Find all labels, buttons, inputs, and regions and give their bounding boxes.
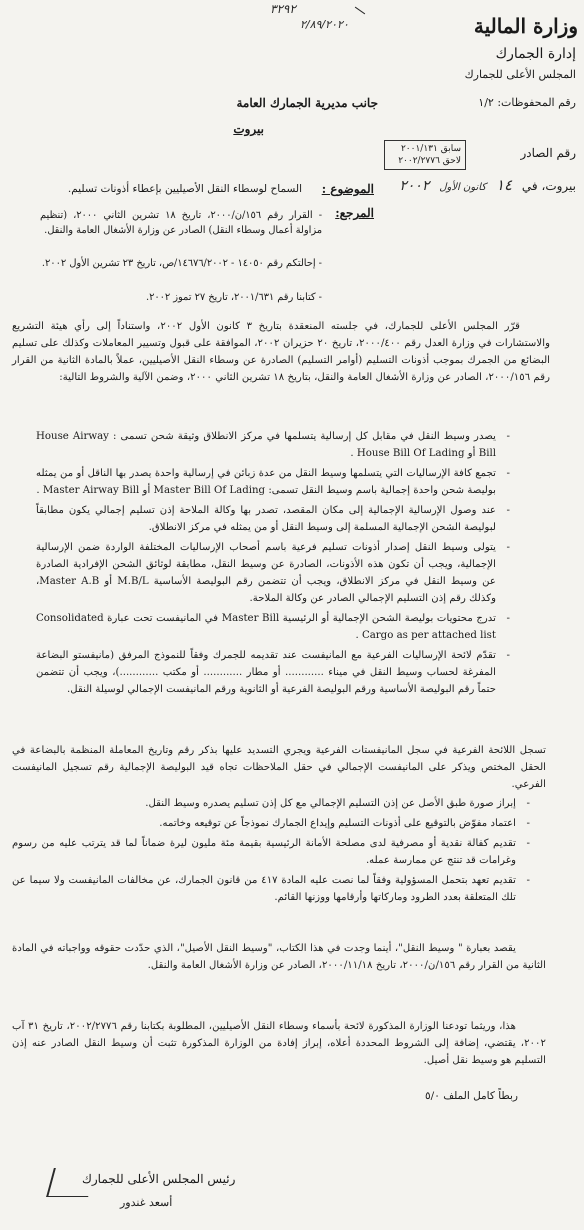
date-row [399, 176, 576, 194]
reference-item-3: - كتابنا رقم ٢٠٠١/٦٣١، تاريخ ٢٧ تموز ٢٠٠٢. [145, 292, 322, 303]
condition-item: - تقدّم لائحة الإرساليات الفرعية مع المانيفست عند تقديمه للجمرك وفقاً للنموذج المرفق (مانيفستو البضاعة المفرغة لحساب وسيط النقل في ميناء ............ أو مطار ............ أو مكتب ............)، ويجب أن تتضمن حتماً رقم البوليصة الأساسية ورقم البوليصة الفرعية أو الثانوية ورقم المانيفست الإجمالي لوسيلة النقل. [36, 647, 512, 698]
recipient-line: جانب مديرية الجمارك العامة [236, 96, 378, 110]
date-year: ٢٠٠٢ [399, 178, 430, 194]
date-month: كانون الأول [439, 182, 487, 193]
signature-title: رئيس المجلس الأعلى للجمارك [82, 1172, 236, 1186]
enclosure-note: ربطاً كامل الملف ٥/٠ [425, 1090, 518, 1102]
letterhead-department: إدارة الجمارك [495, 46, 576, 62]
intro-paragraph: قرّر المجلس الأعلى للجمارك، في جلسته المنعقدة بتاريخ ٣ كانون الأول ٢٠٠٢، واستناداً إلى رأي هيئة التشريع والاستشارات في وزارة العدل رقم ٢٠٠٠/٤٠٠، تاريخ ٢٠ حزيران ٢٠٠٢، الموافقة على قبول وتسيير المعاملات وكذلك على تسليم البضائع من الجمرك بموجب أذونات التسليم (أوامر التسليم) الصادرة عن وسطاء النقل الأصيليين، عملاً بالمادة الثانية من القرار رقم ٢٠٠٠/١٥٦، الصادر عن وزارة الأشغال العامة والنقل، بتاريخ ١٨ تشرين الثاني ٢٠٠٠، وضمن الآلية والشروط التالية: [12, 321, 550, 383]
letterhead-council: المجلس الأعلى للجمارك [464, 68, 576, 81]
handwritten-note-1: ٣٢٩٢ [270, 2, 296, 16]
register-paragraph: تسجل اللائحة الفرعية في سجل المانيفستات الفرعية ويجري التسديد عليها بذكر رقم وتاريخ المعاملة المنظمة بالبضاعة في الحقل المختص ويذكر على المانيفست الإجمالي في حقل الملاحظات تجاه قيد البوليصة الإجمالية رقم تسجيل المانيفست الفرعي. [12, 745, 546, 790]
condition-item: - تجمع كافة الإرساليات التي يتسلمها وسيط النقل من عدة زبائن في إرسالية واحدة يصدر بها الناقل أو من يمثله بوليصة شحن واحدة إجمالية باسم وسيط النقل تسمى: Master Bill Of Lading أو Master Airway Bill . [36, 465, 512, 499]
obligation-item: - تقديم تعهد بتحمل المسؤولية وفقاً لما نصت عليه المادة ٤١٧ من قانون الجمارك، عن مخالفات المانيفست ولا سيما عن تلك المتعلقة بعدد الطرود وماركاتها وأرقامها ووزنها القائم. [12, 872, 532, 906]
recipient-city: بيروت [233, 122, 264, 136]
handwritten-note-2: ٢/٨٩/٢٠٢٠ [300, 18, 349, 31]
reference-item-1: - القرار رقم ١٥٦/ن/٢٠٠٠، تاريخ ١٨ تشرين الثاني ٢٠٠٠، (تنظيم مزاولة أعمال وسطاء النقل) الصادر عن وزارة الأشغال العامة والنقل. [40, 210, 323, 236]
subject-text: السماح لوسطاء النقل الأصيليين بإعطاء أذونات تسليم. [67, 183, 302, 195]
letterhead-ministry: وزارة المالية [473, 14, 578, 38]
obligation-item: - اعتماد مفوّض بالتوقيع على أذونات التسليم وإيداع الجمارك نموذجاً عن توقيعه وخاتمه. [12, 815, 532, 832]
archive-number-value: ١/٢ [478, 96, 494, 109]
previous-reference: سابق ٢٠٠١/١٣١ [400, 144, 461, 154]
obligation-item: - تقديم كفالة نقدية أو مصرفية لدى مصلحة الأمانة الرئيسية بقيمة مئة مليون ليرة ضماناً لما قد يترتب عليه من رسوم وغرامات قد تنتج عن ممارسة عمله. [12, 835, 532, 869]
condition-item: - يصدر وسيط النقل في مقابل كل إرسالية يتسلمها في مركز الانطلاق وثيقة شحن تسمى : House Airway Bill أو House Bill Of Lading . [36, 428, 512, 462]
references-label: المرجع: [335, 206, 374, 220]
closing-paragraph: هذا، وريثما تودعنا الوزارة المذكورة لائحة بأسماء وسطاء النقل الأصيليين، المطلوبة بكتابنا رقم ٢٠٠٢/٢٧٧٦، تاريخ ٣١ آب ٢٠٠٢، يقتضي، إضافة إلى الشروط المحددة أعلاه، إبراز إفادة من الوزارة المذكورة تثبت أن وسيط النقل الصادر عنه إذن التسليم هو وسيط نقل أصيل. [12, 1021, 546, 1066]
condition-item: - عند وصول الإرسالية الإجمالية إلى مكان المقصد، تصدر بها وكالة الملاحة إذن تسليم إجمالي يكون مطابقاً لبوليصة الشحن الإجمالية المسلمة إلى وسيط النقل أو من يمثله في مركز الانطلاق. [36, 502, 512, 536]
subject-label: الموضوع : [321, 182, 374, 196]
condition-item: - يتولى وسيط النقل إصدار أذونات تسليم فرعية باسم أصحاب الإرساليات المختلفة الواردة ضمن الإرسالية الإجمالية، ويجب أن تكون هذه الأذونات، الصادرة عن وسيط النقل، مطابقة لوثائق الشحن الإفرادية الصادرة عن وسيط النقل في مركز الانطلاق، ويجب أن تتضمن رقم البوليصة الأساسية M.B/L أو Master A.B، وكذلك رقم إذن التسليم الإجمالي الصادر عن وكالة الملاحة. [36, 539, 512, 607]
condition-item: - تدرج محتويات بوليصة الشحن الإجمالية أو الرئيسية Master Bill في المانيفست تحت عبارة Consolidated Cargo as per attached list . [36, 610, 512, 644]
issue-number-label: رقم الصادر [520, 146, 576, 160]
obligations-list [12, 795, 532, 909]
reference-item-2: - إحالتكم رقم ١٤٠٥٠ - ١٤٦٧٦/٢٠٠٢/ص، تاريخ ٢٣ تشرين الأول ٢٠٠٢. [41, 258, 322, 269]
archive-number-row: رقم المحفوظات: ١/٢ [478, 96, 576, 109]
later-reference: لاحق ٢٠٠٢/٢٧٧٦ [398, 156, 461, 166]
date-day: ١٤ [495, 176, 513, 194]
definition-paragraph: يقصد بعبارة " وسيط النقل"، أينما وجدت في هذا الكتاب، "وسيط النقل الأصيل"، الذي حدّدت حقوقه وواجباته في المادة الثانية من القرار رقم ١٥٦/ن/٢٠٠٠، تاريخ ٢٠٠٠/١١/١٨، الصادر عن وزارة الأشغال العامة والنقل. [12, 943, 546, 971]
obligation-item: - إبراز صورة طبق الأصل عن إذن التسليم الإجمالي مع كل إذن تسليم يصدره وسيط النقل. [12, 795, 532, 812]
signature-mark [46, 1168, 96, 1197]
reference-box [384, 140, 466, 170]
date-label: بيروت، في [521, 179, 576, 193]
archive-number-label: رقم المحفوظات [501, 96, 576, 109]
handwritten-scribble [355, 7, 365, 15]
signature-name: أسعد غندور [120, 1196, 173, 1209]
conditions-list [36, 428, 512, 701]
